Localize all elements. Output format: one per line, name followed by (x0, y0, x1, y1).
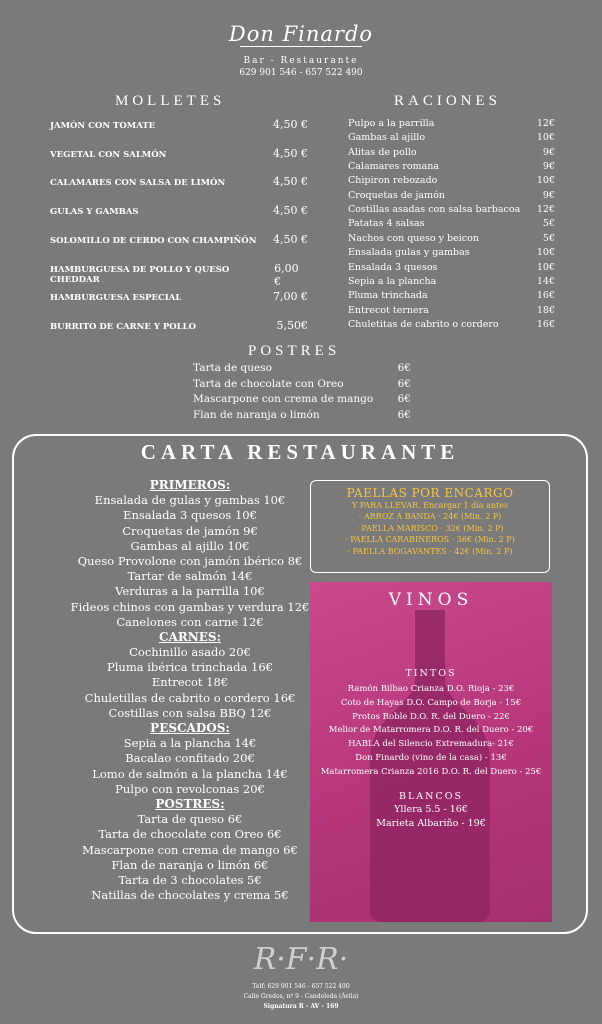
mollete-row (50, 175, 308, 188)
carta-column (40, 478, 340, 903)
racion-row (348, 289, 555, 303)
carta-postres-item: Tarta de 3 chocolates 5€ (118, 872, 262, 887)
racion-name: Pulpo a la parrilla (348, 118, 435, 129)
mollete-price: 4,50 € (273, 118, 308, 131)
racion-name: Nachos con queso y beicon (348, 232, 479, 244)
tinto-item: Don Finardo (vino de la casa) - 13€ (355, 753, 507, 763)
carta-postres-item: Tarta de chocolate con Oreo 6€ (98, 827, 282, 842)
mollete-row (50, 204, 308, 217)
primeros-item: Croquetas de jamón 9€ (122, 523, 258, 538)
mollete-row (50, 290, 308, 303)
vinos-title: VINOS (388, 590, 474, 610)
racion-row (348, 174, 555, 188)
mollete-price: 4,50 € (273, 175, 308, 189)
racion-row (348, 160, 555, 174)
postre-row (193, 377, 411, 393)
mollete-row (50, 262, 308, 288)
postre-price: 6€ (397, 377, 411, 390)
primeros-item: Fideos chinos con gambas y verdura 12€ (70, 599, 310, 614)
blanco-item: Marieta Albariño - 19€ (376, 818, 486, 829)
racion-name: Pluma trinchada (348, 290, 428, 302)
racion-price: 10€ (536, 175, 555, 187)
mollete-price: 4,50 € (273, 146, 308, 160)
paella-line: · PAELLA CARABINEROS · 36€ (Min. 2 P) (345, 535, 515, 545)
racion-row (348, 304, 555, 318)
primeros-item: Tartar de salmón 14€ (127, 569, 253, 584)
blancos-head: BLANCOS (398, 791, 464, 802)
postre-row (193, 408, 411, 424)
racion-name: Calamares romana (348, 161, 440, 173)
racion-price: 5€ (542, 232, 555, 244)
carnes-item: Entrecot 18€ (151, 675, 229, 690)
mollete-row (50, 147, 308, 160)
carta-postres-item: Flan de naranja o limón 6€ (111, 857, 269, 872)
mollete-price: 6,00 € (274, 261, 299, 288)
tinto-item: Protos Roble D.O. R. del Duero - 22€ (352, 711, 510, 722)
racion-name: Costillas asadas con salsa barbacoa (348, 204, 521, 216)
mollete-name: SOLOMILLO DE CERDO CON CHAMPIÑÓN (50, 235, 257, 246)
mollete-name: GULAS Y GAMBAS (50, 207, 139, 218)
footer-signature: Signatura R - AV - 169 (263, 1003, 339, 1010)
pescados-item: Pulpo con revolconas 20€ (115, 781, 265, 796)
carta-postres-head: POSTRES: (155, 796, 225, 811)
racion-name: Patatas 4 salsas (348, 218, 425, 230)
footer-phones: Telf: 629 901 546 - 657 522 490 (252, 983, 350, 990)
mollete-name: HAMBURGUESA DE POLLO Y QUESO CHEDDAR (50, 264, 230, 285)
monogram: R·F·R· (253, 942, 349, 977)
paella-line: Y PARA LLEVAR. Encargar 1 día antes (351, 501, 509, 510)
postres-title: POSTRES (248, 343, 341, 359)
racion-row (348, 275, 555, 289)
racion-row (348, 131, 555, 145)
primeros-item: Ensalada 3 quesos 10€ (123, 508, 257, 523)
racion-row (348, 318, 555, 332)
carnes-item: Costillas con salsa BBQ 12€ (108, 705, 272, 720)
racion-name: Ensalada 3 quesos (348, 261, 438, 273)
racion-name: Gambas al ajillo (348, 132, 426, 144)
primeros-item: Gambas al ajillo 10€ (130, 538, 250, 553)
racion-row (348, 246, 555, 260)
racion-name: Entrecot ternera (348, 304, 429, 316)
racion-name: Ensalada gulas y gambas (348, 247, 470, 259)
pescados-item: Bacalao confitado 20€ (125, 751, 255, 766)
tinto-item: Melior de Matarromera D.O. R. del Duero - 20€ (328, 725, 534, 736)
subtitle: Bar - Restaurante (243, 56, 359, 66)
racion-price: 16€ (536, 318, 555, 330)
mollete-name: CALAMARES CON SALSA DE LIMÓN (50, 178, 226, 189)
logo-underline (240, 46, 362, 47)
racion-row (348, 203, 555, 217)
paellas-title: PAELLAS POR ENCARGO (346, 486, 514, 500)
racion-price: 9€ (542, 146, 555, 158)
racion-name: Alitas de pollo (348, 146, 417, 158)
pescados-item: Sepia a la plancha 14€ (123, 736, 257, 751)
mollete-row (50, 319, 308, 332)
mollete-price: 4,50 € (273, 232, 308, 246)
carnes-item: Cochinillo asado 20€ (129, 645, 251, 660)
blanco-item: Yllera 5.5 - 16€ (394, 804, 468, 815)
racion-price: 9€ (542, 189, 555, 201)
logo: Don Finardo (228, 22, 374, 46)
postre-name: Mascarpone con crema de mango (193, 393, 374, 405)
paella-line: · PAELLA BOGAVANTES · 42€ (Min. 2 P) (347, 546, 513, 556)
mollete-name: BURRITO DE CARNE Y POLLO (50, 321, 197, 332)
mollete-name: VEGETAL CON SALMÓN (50, 149, 167, 160)
tinto-item: HABLA del Silencio Extremadura- 21€ (348, 739, 514, 750)
racion-price: 10€ (536, 261, 555, 273)
mollete-name: HAMBURGUESA ESPECIAL (50, 293, 182, 304)
pescados-head: PESCADOS: (150, 721, 230, 735)
racion-price: 10€ (536, 132, 555, 144)
postre-name: Tarta de chocolate con Oreo (193, 377, 344, 390)
racion-price: 10€ (536, 247, 555, 259)
racion-row (348, 261, 555, 275)
raciones-title: RACIONES (394, 93, 502, 109)
postre-price: 6€ (397, 408, 411, 421)
racion-name: Sepia a la plancha (348, 275, 437, 287)
paellas-lines (311, 500, 549, 557)
racion-price: 14€ (536, 275, 555, 287)
postre-name: Tarta de queso (193, 362, 272, 374)
racion-row (348, 232, 555, 246)
carnes-item: Chuletillas de cabrito o cordero 16€ (84, 690, 296, 705)
mollete-price: 5,50€ (276, 318, 308, 332)
racion-row (348, 217, 555, 231)
postre-row (193, 392, 411, 408)
mollete-row (50, 233, 308, 246)
carnes-head: CARNES: (158, 629, 222, 644)
racion-price: 12€ (536, 204, 555, 216)
racion-name: Chuletitas de cabrito o cordero (348, 318, 499, 330)
racion-price: 16€ (536, 290, 555, 302)
mollete-name: JAMÓN CON TOMATE (50, 121, 156, 131)
tinto-item: Coto de Hayas D.O. Campo de Borja - 15€ (340, 697, 522, 708)
footer-address: Calle Gredos, nº 9 - Candeleda (Ávila) (243, 993, 359, 1000)
carta-title: CARTA RESTAURANTE (140, 440, 460, 464)
postre-price: 6€ (397, 393, 411, 405)
carnes-item: Pluma ibérica trinchada 16€ (107, 660, 273, 675)
carta-postres-item: Tarta de queso 6€ (137, 812, 243, 827)
racion-price: 18€ (536, 304, 555, 316)
primeros-item: Ensalada de gulas y gambas 10€ (94, 493, 286, 508)
postre-price: 6€ (397, 362, 411, 374)
postre-name: Flan de naranja o limón (193, 408, 320, 421)
paellas-box (310, 480, 550, 573)
racion-name: Croquetas de jamón (348, 189, 445, 201)
primeros-item: Verduras a la parrilla 10€ (115, 584, 265, 599)
primeros-head: PRIMEROS: (149, 478, 231, 492)
tinto-item: Ramón Bilbao Crianza D.O. Rioja - 23€ (347, 684, 515, 694)
header-phones: 629 901 546 - 657 522 490 (239, 68, 363, 78)
tintos-head: TINTOS (405, 668, 457, 679)
carta-postres-item: Mascarpone con crema de mango 6€ (82, 842, 298, 857)
mollete-price: 7,00 € (273, 290, 308, 304)
postre-row (193, 361, 411, 377)
carta-postres-item: Natillas de chocolates y crema 5€ (91, 888, 289, 903)
primeros-item: Canelones con carne 12€ (116, 614, 264, 629)
paella-line: · PAELLA MARISCO · 32€ (Min. 2 P) (356, 523, 504, 533)
racion-row (348, 189, 555, 203)
racion-price: 12€ (536, 118, 555, 129)
mollete-row (50, 118, 308, 131)
racion-name: Chipiron rebozado (348, 175, 438, 187)
paella-line: · ARROZ A BANDA · 24€ (Min. 2 P) (358, 512, 502, 522)
racion-row (348, 117, 555, 131)
tinto-item: Matarromera Crianza 2016 D.O. R. del Duero - 25€ (320, 766, 542, 777)
racion-price: 5€ (542, 218, 555, 230)
primeros-item: Queso Provolone con jamón ibérico 8€ (77, 553, 303, 568)
molletes-title: MOLLETES (115, 93, 226, 109)
pescados-item: Lomo de salmón a la plancha 14€ (92, 766, 288, 781)
racion-price: 9€ (542, 161, 555, 173)
mollete-price: 4,50 € (273, 204, 308, 218)
racion-row (348, 146, 555, 160)
